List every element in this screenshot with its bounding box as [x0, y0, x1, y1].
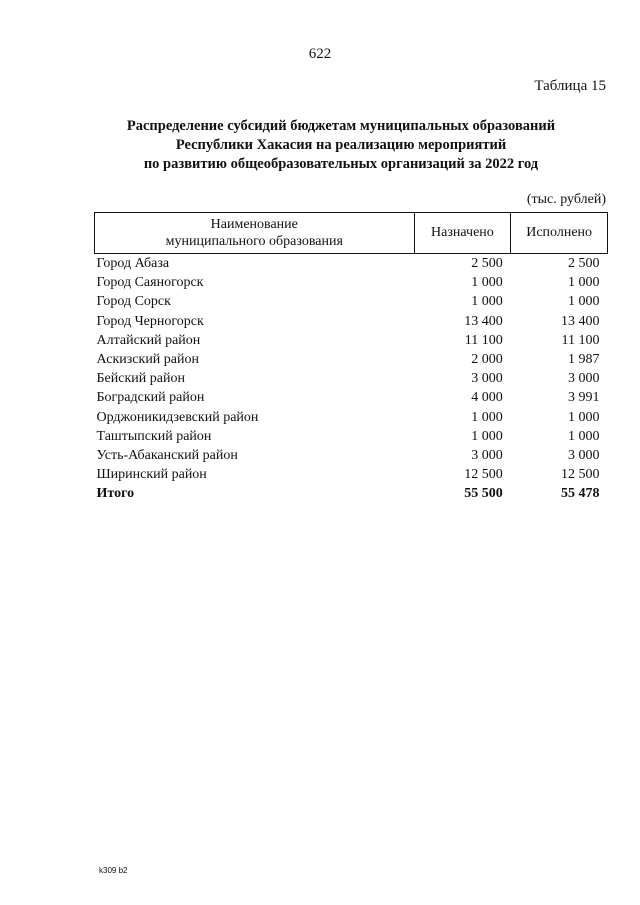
table-row [95, 254, 608, 274]
table-row [95, 465, 608, 484]
header-executed: Исполнено [511, 213, 608, 254]
table-row [95, 312, 608, 331]
table-row [95, 292, 608, 311]
total-assigned: 55 500 [464, 486, 503, 502]
title-line: Распределение субсидий бюджетам муниципальных образований [126, 118, 556, 134]
subsidy-table [94, 212, 608, 503]
row-assigned: 1 000 [471, 275, 503, 291]
row-name: Город Черногорск [96, 313, 204, 329]
table-row [95, 446, 608, 465]
row-assigned: 4 000 [471, 390, 503, 406]
row-name: Город Сорск [96, 294, 171, 310]
table-row [95, 388, 608, 407]
table-row [95, 273, 608, 292]
footer-code: k309 b2 [99, 866, 128, 875]
table-row [95, 369, 608, 388]
total-name: Итого [96, 486, 135, 502]
table-row [95, 427, 608, 446]
row-executed: 3 000 [568, 371, 600, 387]
table-row [95, 331, 608, 350]
table-row [95, 408, 608, 427]
document-title [0, 117, 640, 174]
table-label: Таблица 15 [534, 78, 606, 94]
row-executed: 13 400 [561, 313, 600, 329]
row-name: Аскизский район [96, 352, 199, 368]
row-assigned: 13 400 [464, 313, 503, 329]
row-executed: 1 000 [568, 294, 600, 310]
row-executed: 1 000 [568, 275, 600, 291]
row-assigned: 11 100 [464, 332, 503, 348]
header-name-line: муниципального образования [165, 234, 343, 249]
row-executed: 1 000 [568, 428, 600, 444]
row-name: Ширинский район [96, 467, 207, 483]
row-executed: 3 991 [568, 390, 600, 406]
title-line: Республики Хакасия на реализацию мероприятий [175, 137, 507, 153]
row-name: Усть-Абаканский район [96, 447, 238, 463]
row-name: Боградский район [96, 390, 205, 406]
page-number: 622 [308, 46, 332, 62]
row-executed: 11 100 [561, 332, 600, 348]
total-executed: 55 478 [561, 486, 600, 502]
header-name-line: Наименование [210, 217, 298, 232]
row-executed: 12 500 [561, 467, 600, 483]
row-name: Город Саяногорск [96, 275, 204, 291]
row-executed: 3 000 [568, 447, 600, 463]
row-assigned: 1 000 [471, 294, 503, 310]
row-assigned: 2 000 [471, 352, 503, 368]
row-name: Орджоникидзевский район [96, 409, 259, 425]
total-row [95, 484, 608, 503]
row-executed: 1 987 [568, 352, 600, 368]
units-note: (тыс. рублей) [526, 192, 606, 207]
table-header-row [95, 213, 608, 254]
row-executed: 2 500 [568, 256, 600, 272]
row-assigned: 3 000 [471, 371, 503, 387]
header-assigned: Назначено [414, 213, 511, 254]
title-line: по развитию общеобразовательных организаций за 2022 год [143, 156, 539, 172]
row-assigned: 1 000 [471, 409, 503, 425]
row-assigned: 1 000 [471, 428, 503, 444]
row-assigned: 12 500 [464, 467, 503, 483]
row-name: Город Абаза [96, 256, 170, 272]
header-name [95, 213, 415, 254]
row-assigned: 2 500 [471, 256, 503, 272]
row-executed: 1 000 [568, 409, 600, 425]
table-body [95, 254, 608, 504]
row-name: Алтайский район [96, 332, 201, 348]
row-name: Таштыпский район [96, 428, 212, 444]
table-row [95, 350, 608, 369]
row-assigned: 3 000 [471, 447, 503, 463]
row-name: Бейский район [96, 371, 185, 387]
